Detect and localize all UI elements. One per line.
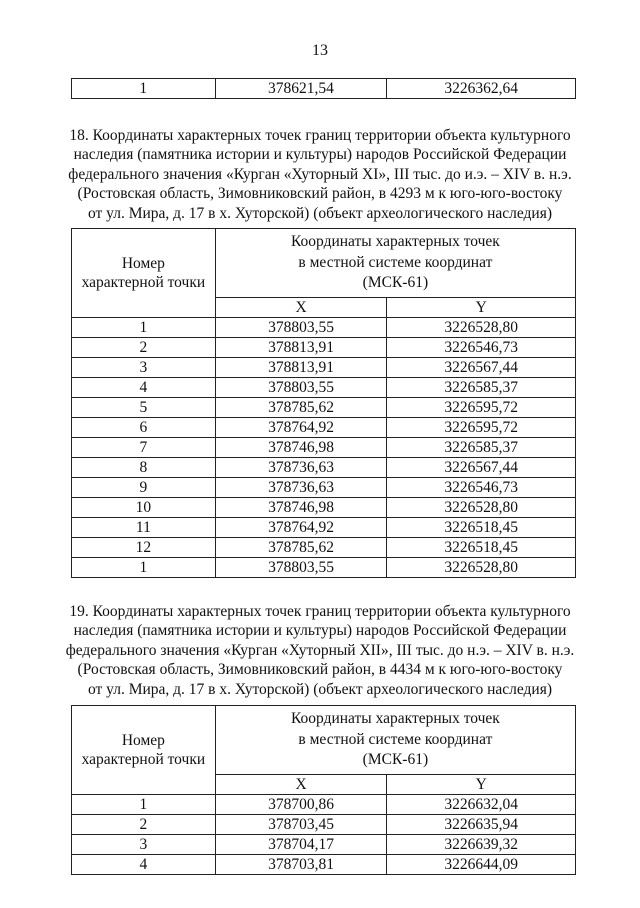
point-number-cell: 7 <box>72 438 216 458</box>
table-row <box>72 538 576 558</box>
point-number-cell: 4 <box>72 378 216 398</box>
x-coordinate-cell: 378813,91 <box>215 338 387 358</box>
point-number-header: Номер характерной точки <box>72 229 216 318</box>
heading-line: федерального значения «Курган «Хуторный XII», III тыс. до н.э. – XIV в. н.э. <box>65 641 575 659</box>
y-coordinate-cell: 3226518,45 <box>387 538 576 558</box>
x-coordinate-cell: 378803,55 <box>215 558 387 578</box>
y-coordinate-cell: 3226585,37 <box>387 378 576 398</box>
y-coordinate-cell: 3226644,09 <box>387 855 576 875</box>
table-row <box>72 338 576 358</box>
point-number-cell: 4 <box>72 855 216 875</box>
x-coordinate-cell: 378813,91 <box>215 358 387 378</box>
x-coordinate-cell: 378785,62 <box>215 538 387 558</box>
heading-line: (Ростовская область, Зимовниковский район, в 4434 м к юго-юго-востоку <box>77 661 563 679</box>
y-coordinate-cell: 3226518,45 <box>387 518 576 538</box>
x-coordinate-cell: 378703,45 <box>215 815 387 835</box>
point-number-cell: 5 <box>72 398 216 418</box>
continuation-table <box>71 78 576 99</box>
table-row <box>72 378 576 398</box>
point-number-cell: 12 <box>72 538 216 558</box>
section-19-coordinates-table <box>71 705 576 875</box>
point-number-cell: 3 <box>72 358 216 378</box>
table-row <box>72 358 576 378</box>
y-coordinate-cell: 3226639,32 <box>387 835 576 855</box>
point-number-header: Номер характерной точки <box>72 706 216 795</box>
point-number-cell: 10 <box>72 498 216 518</box>
point-number-cell: 3 <box>72 835 216 855</box>
point-number-cell: 2 <box>72 338 216 358</box>
table-row <box>72 815 576 835</box>
x-coordinate-cell: 378764,92 <box>215 418 387 438</box>
table-row <box>72 855 576 875</box>
table-row <box>72 318 576 338</box>
x-coordinate-cell: 378785,62 <box>215 398 387 418</box>
heading-line: от ул. Мира, д. 17 в х. Хуторской) (объект археологического наследия) <box>87 680 553 698</box>
table-row <box>72 558 576 578</box>
y-coordinate-cell: 3226567,44 <box>387 458 576 478</box>
y-coordinate-cell: 3226528,80 <box>387 318 576 338</box>
x-coordinate-cell: 378803,55 <box>215 378 387 398</box>
table-row <box>72 498 576 518</box>
y-coordinate-cell: 3226595,72 <box>387 398 576 418</box>
heading-line: (Ростовская область, Зимовниковский район, в 4293 м к юго-юго-востоку <box>77 185 563 203</box>
table-row <box>72 835 576 855</box>
table-row <box>72 478 576 498</box>
x-coordinate-cell: 378736,63 <box>215 458 387 478</box>
section-19-heading <box>40 602 600 699</box>
point-number-cell: 6 <box>72 418 216 438</box>
point-number-cell: 1 <box>72 795 216 815</box>
table-row <box>72 418 576 438</box>
point-number-cell: 1 <box>72 558 216 578</box>
point-number-cell: 1 <box>72 79 216 99</box>
x-header: X <box>215 775 387 795</box>
x-coordinate-cell: 378764,92 <box>215 518 387 538</box>
y-header: Y <box>387 298 576 318</box>
x-coordinate-cell: 378803,55 <box>215 318 387 338</box>
heading-line: наследия (памятника истории и культуры) народов Российской Федерации <box>73 622 567 640</box>
table-row <box>72 438 576 458</box>
heading-line: наследия (памятника истории и культуры) народов Российской Федерации <box>73 146 567 164</box>
y-coordinate-cell: 3226362,64 <box>387 79 576 99</box>
point-number-cell: 11 <box>72 518 216 538</box>
section-18-heading <box>40 126 600 223</box>
heading-line: федерального значения «Курган «Хуторный XI», III тыс. до и.э. – XIV в. н.э. <box>68 165 572 183</box>
heading-line: 19. Координаты характерных точек границ территории объекта культурного <box>69 603 571 620</box>
x-coordinate-cell: 378736,63 <box>215 478 387 498</box>
y-coordinate-cell: 3226632,04 <box>387 795 576 815</box>
point-number-cell: 1 <box>72 318 216 338</box>
y-coordinate-cell: 3226585,37 <box>387 438 576 458</box>
y-coordinate-cell: 3226528,80 <box>387 558 576 578</box>
table-row <box>72 398 576 418</box>
point-number-cell: 8 <box>72 458 216 478</box>
x-header: X <box>215 298 387 318</box>
y-coordinate-cell: 3226546,73 <box>387 338 576 358</box>
y-coordinate-cell: 3226528,80 <box>387 498 576 518</box>
heading-line: от ул. Мира, д. 17 в х. Хуторской) (объект археологического наследия) <box>87 204 553 222</box>
x-coordinate-cell: 378704,17 <box>215 835 387 855</box>
x-coordinate-cell: 378703,81 <box>215 855 387 875</box>
table-row <box>72 518 576 538</box>
page-number: 13 <box>312 42 328 59</box>
y-coordinate-cell: 3226595,72 <box>387 418 576 438</box>
x-coordinate-cell: 378621,54 <box>215 79 387 99</box>
table-row <box>72 458 576 478</box>
y-coordinate-cell: 3226567,44 <box>387 358 576 378</box>
point-number-cell: 9 <box>72 478 216 498</box>
table-row <box>72 795 576 815</box>
coordinates-header: Координаты характерных точек в местной системе координат (МСК-61) <box>215 706 575 775</box>
y-coordinate-cell: 3226635,94 <box>387 815 576 835</box>
x-coordinate-cell: 378746,98 <box>215 498 387 518</box>
y-coordinate-cell: 3226546,73 <box>387 478 576 498</box>
y-header: Y <box>387 775 576 795</box>
point-number-cell: 2 <box>72 815 216 835</box>
section-18-coordinates-table <box>71 228 576 578</box>
x-coordinate-cell: 378746,98 <box>215 438 387 458</box>
x-coordinate-cell: 378700,86 <box>215 795 387 815</box>
coordinates-header: Координаты характерных точек в местной системе координат (МСК-61) <box>215 229 575 298</box>
table-row <box>72 79 576 99</box>
heading-line: 18. Координаты характерных точек границ территории объекта культурного <box>69 127 571 144</box>
